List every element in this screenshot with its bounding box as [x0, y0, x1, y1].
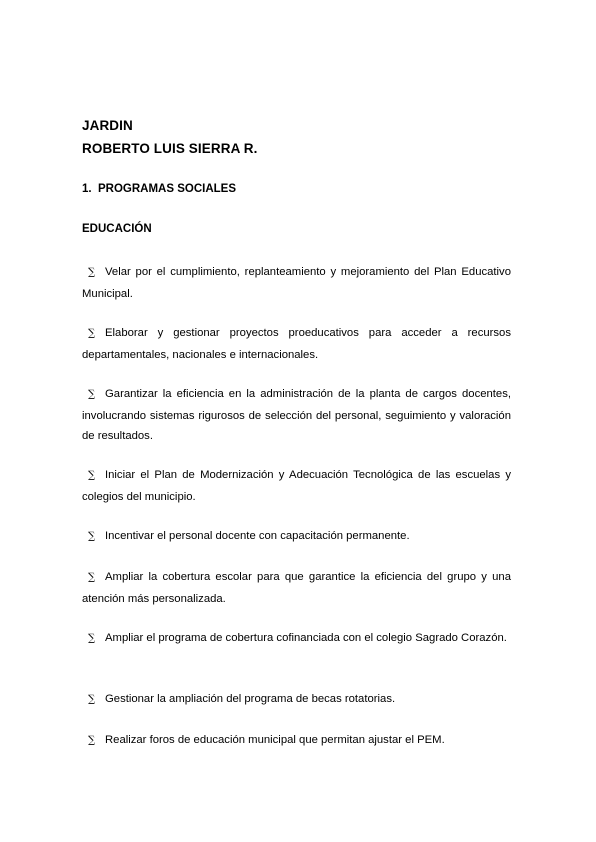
bullet-icon: ∑: [88, 267, 96, 278]
list-item: [82, 689, 511, 711]
list-item-text: Realizar foros de educación municipal que permitan ajustar el PEM.: [105, 734, 445, 746]
list-item: [82, 465, 511, 507]
list-item: [82, 730, 511, 752]
section-heading: [82, 183, 236, 195]
bullet-icon: ∑: [88, 694, 96, 705]
list-item: [82, 323, 511, 365]
bullet-icon: ∑: [88, 328, 96, 339]
list-item: [82, 262, 511, 304]
list-item-text: Ampliar el programa de cobertura cofinanciada con el colegio Sagrado Corazón.: [105, 632, 507, 644]
list-item: [82, 384, 511, 447]
bullet-icon: ∑: [88, 531, 96, 542]
subsection-heading: EDUCACIÓN: [82, 223, 152, 235]
bullet-icon: ∑: [88, 572, 96, 583]
list-item-text: Gestionar la ampliación del programa de becas rotatorias.: [105, 693, 396, 705]
list-item: [82, 567, 511, 609]
list-item: [82, 526, 511, 548]
list-item-text: Elaborar y gestionar proyectos proeducativos para acceder a recursos departamentales, nacionales e internacionales.: [82, 327, 511, 361]
list-item-text: Iniciar el Plan de Modernización y Adecuación Tecnológica de las escuelas y colegios del municipio.: [82, 469, 511, 503]
list-item-text: Velar por el cumplimiento, replanteamiento y mejoramiento del Plan Educativo Municipal.: [82, 266, 511, 300]
section-number: 1.: [82, 183, 92, 195]
bullet-icon: ∑: [88, 735, 96, 746]
document-title-municipality: JARDIN: [82, 118, 133, 133]
bullet-icon: ∑: [88, 633, 96, 644]
document-title-name: ROBERTO LUIS SIERRA R.: [82, 141, 258, 156]
bullet-icon: ∑: [88, 470, 96, 481]
section-title: PROGRAMAS SOCIALES: [97, 183, 236, 195]
bullet-icon: ∑: [88, 389, 96, 400]
list-item-text: Garantizar la eficiencia en la administración de la planta de cargos docentes, involucrando sistemas rigurosos de selección del personal, seguimiento y valoración de resultados.: [82, 388, 511, 442]
list-item: [82, 628, 511, 650]
list-item-text: Ampliar la cobertura escolar para que garantice la eficiencia del grupo y una atención más personalizada.: [82, 571, 511, 605]
list-item-text: Incentivar el personal docente con capacitación permanente.: [105, 530, 410, 542]
